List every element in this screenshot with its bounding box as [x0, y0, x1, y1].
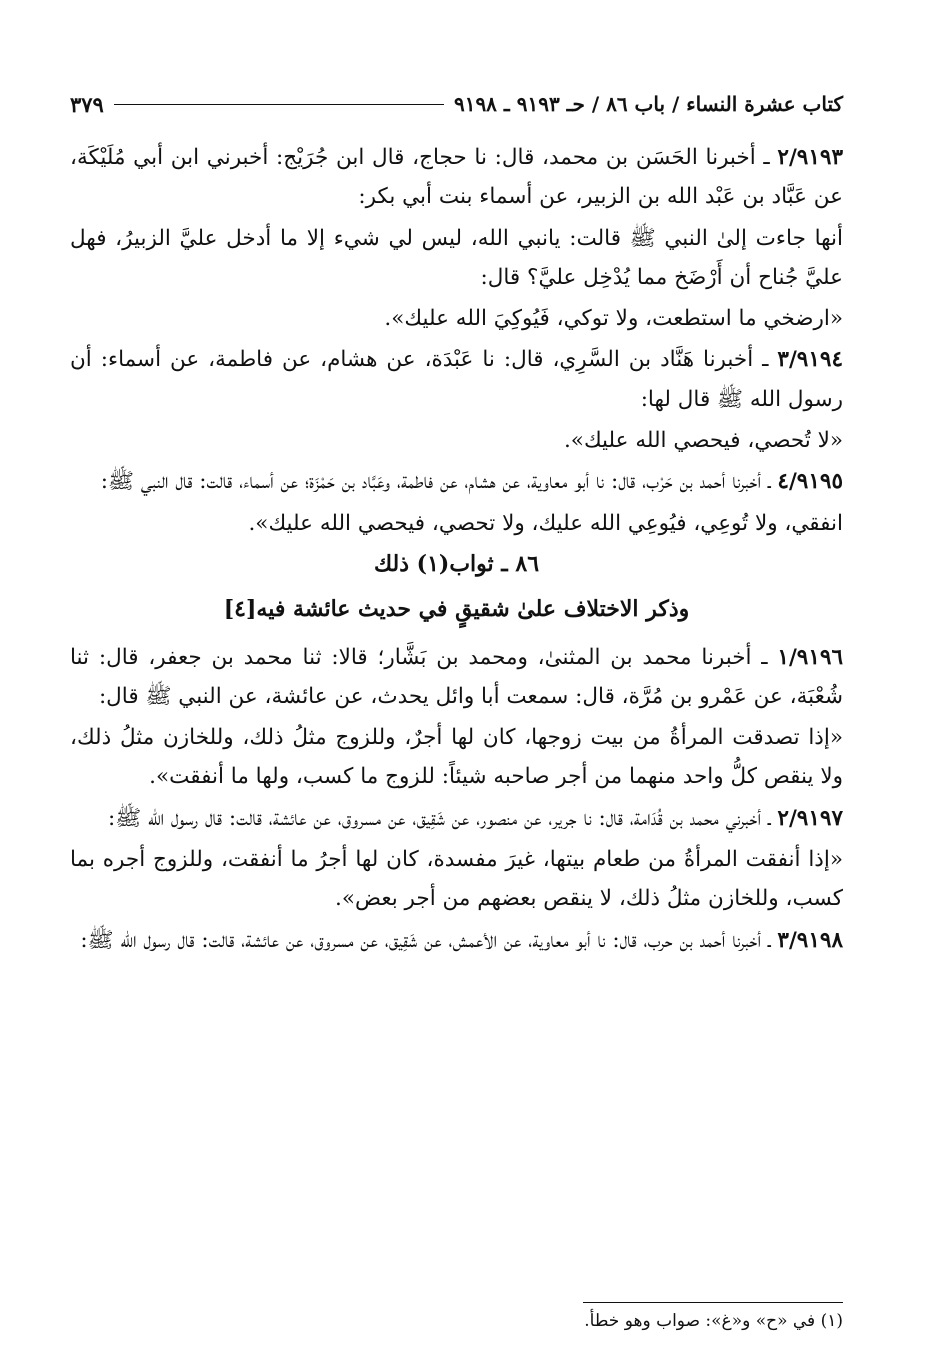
footnote: (١) في «ح» و«غ»: صواب وهو خطأ. [584, 1311, 843, 1331]
hadith-isnad: ـ أخبرنا أحمد بن حَرْب، قال: نا أبو معاوية، عن هشام، عن فاطمة، وعَبَّاد بن حَمْزَة؛ عن أسماء، قالت: قال النبي ﷺ: [100, 469, 778, 495]
page-body [70, 138, 843, 962]
hadith-number: ٢/٩١٩٧ [777, 805, 843, 831]
hadith-9198 [70, 921, 843, 960]
footnote-rule [583, 1302, 843, 1303]
hadith-number: ٤/٩١٩٥ [777, 469, 843, 495]
hadith-isnad: ـ أخبرنا أحمد بن حرب، قال: نا أبو معاوية، عن الأعمش، عن شَقِيق، عن مسروق، عن عائشة، قالت: قال رسول الله ﷺ: [80, 927, 778, 953]
hadith-9195 [70, 462, 843, 501]
hadith-9197 [70, 799, 843, 838]
hadith-isnad: ـ أخبرنا محمد بن المثنىٰ، ومحمد بن بَشَّار؛ قالا: ثنا محمد بن جعفر، قال: ثنا شُعْبَة، عن عَمْرو بن مُرَّة، قال: سمعت أبا وائل يحدث، عن عائشة، عن النبي ﷺ قال: [70, 644, 843, 709]
page-number: ٣٧٩ [70, 91, 104, 117]
hadith-matn: «لا تُحصي، فيحصي الله عليك». [563, 428, 843, 454]
hadith-number: ١/٩١٩٦ [777, 644, 843, 670]
hadith-matn: أنها جاءت إلىٰ النبي ﷺ قالت: يانبي الله، ليس لي شيء إلا ما أدخل عليَّ الزبيرُ، فهل عليَّ جُناح أن أَرْضَخ مما يُدْخِل عليَّ؟ قال: [70, 225, 843, 290]
hadith-9193 [70, 138, 843, 217]
header-title: كتاب عشرة النساء / باب ٨٦ / حـ ٩١٩٣ ـ ٩١٩٨ [453, 92, 843, 116]
chapter-subtitle: وذكر الاختلاف علىٰ شقيقٍ في حديث عائشة فيه[٤] [223, 596, 690, 623]
hadith-9194 [70, 340, 843, 419]
hadith-matn: «إذا تصدقت المرأةُ من بيت زوجها، كان لها أجرٌ، وللزوج مثلُ ذلك، وللخازن مثلُ ذلك، ولا ينقص كلُّ واحد منهما من أجر صاحبه شيئاً: للزوج ما كسب، ولها ما أنفقت». [70, 725, 843, 790]
hadith-matn: «ارضخي ما استطعت، ولا توكي، فَيُوكِيَ الله عليك». [384, 306, 843, 332]
hadith-number: ٣/٩١٩٨ [777, 927, 843, 953]
hadith-matn: انفقي، ولا تُوعِي، فيُوعِي الله عليك، ولا تحصي، فيحصي الله عليك». [248, 510, 843, 536]
running-header [70, 84, 843, 124]
hadith-number: ٣/٩١٩٤ [777, 347, 843, 373]
hadith-9196 [70, 638, 843, 717]
hadith-isnad: ـ أخبرنا الحَسَن بن محمد، قال: نا حجاج، قال ابن جُرَيْج: أخبرني ابن أبي مُلَيْكَة، عن عَبَّاد بن عَبْد الله بن الزبير، عن أسماء بنت أبي بكر: [70, 145, 843, 210]
chapter-title: ٨٦ ـ ثواب(١) ذلك [373, 550, 540, 577]
hadith-matn: «إذا أنفقت المرأةُ من طعام بيتها، غيرَ مفسدة، كان لها أجرُ ما أنفقت، وللزوج أجره بما كسب، وللخازن مثلُ ذلك، لا ينقص بعضهم من أجر بعض». [70, 847, 843, 912]
hadith-isnad: ـ أخبرني محمد بن قُدَامة، قال: نا جرير، عن منصور، عن شَقِيق، عن مسروق، عن عائشة، قالت: قال رسول الله ﷺ: [107, 805, 778, 831]
hadith-number: ٢/٩١٩٣ [777, 145, 843, 170]
header-rule [114, 104, 444, 105]
hadith-isnad: ـ أخبرنا هَنَّاد بن السَّرِي، قال: نا عَبْدَة، عن هشام، عن فاطمة، عن أسماء: أن رسول الله ﷺ قال لها: [70, 347, 843, 412]
